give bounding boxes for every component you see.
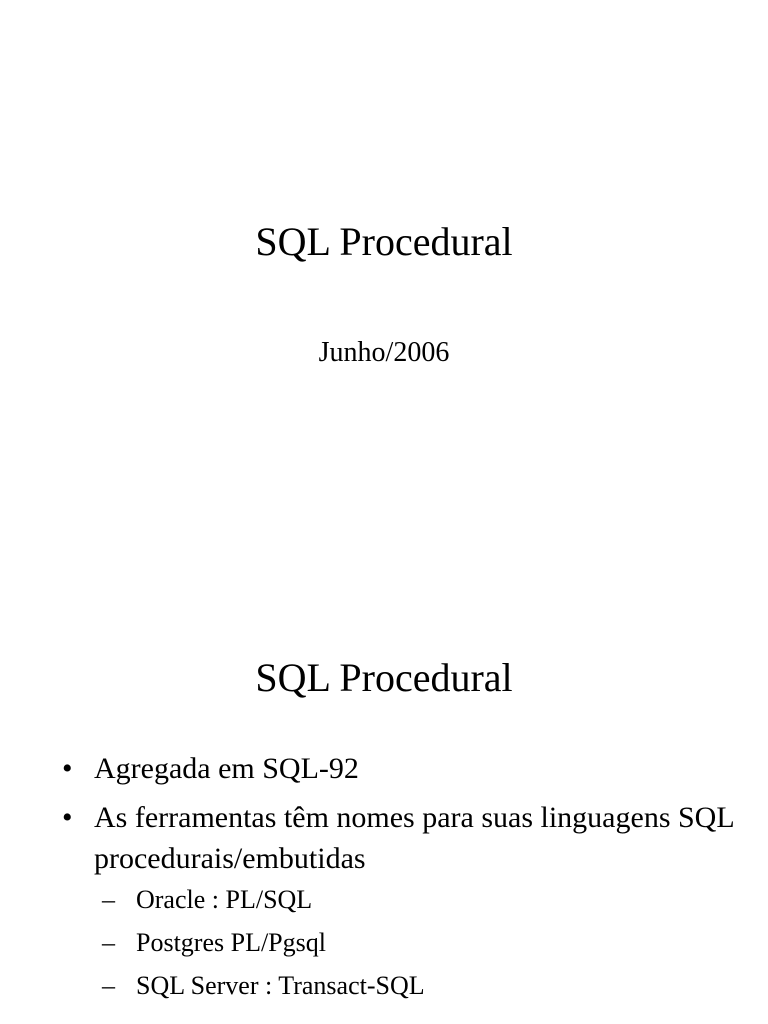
bullet-item (62, 797, 742, 1003)
content-slide (0, 512, 768, 1024)
dash-icon: – (102, 971, 115, 1000)
sub-bullet-text: Oracle : PL/SQL (136, 885, 313, 914)
bullet-dot-icon: • (62, 752, 73, 785)
slide-title: SQL Procedural (255, 655, 513, 700)
bullet-list (62, 748, 742, 1012)
slide-title: SQL Procedural (255, 219, 513, 264)
slide-subtitle: Junho/2006 (318, 337, 450, 368)
sub-bullet-item (102, 969, 742, 1003)
bullet-dot-icon: • (62, 801, 73, 834)
sub-bullet-item (102, 883, 742, 917)
dash-icon: – (102, 885, 115, 914)
bullet-text: Agregada em SQL-92 (94, 752, 359, 785)
sub-bullet-list (94, 883, 742, 1003)
sub-bullet-item (102, 926, 742, 960)
sub-bullet-text: Postgres PL/Pgsql (136, 928, 326, 957)
bullet-text: As ferramentas têm nomes para suas linguagens SQL procedurais/embutidas (94, 801, 734, 875)
sub-bullet-text: SQL Server : Transact-SQL (136, 971, 425, 1000)
bullet-item (62, 748, 742, 789)
dash-icon: – (102, 928, 115, 957)
